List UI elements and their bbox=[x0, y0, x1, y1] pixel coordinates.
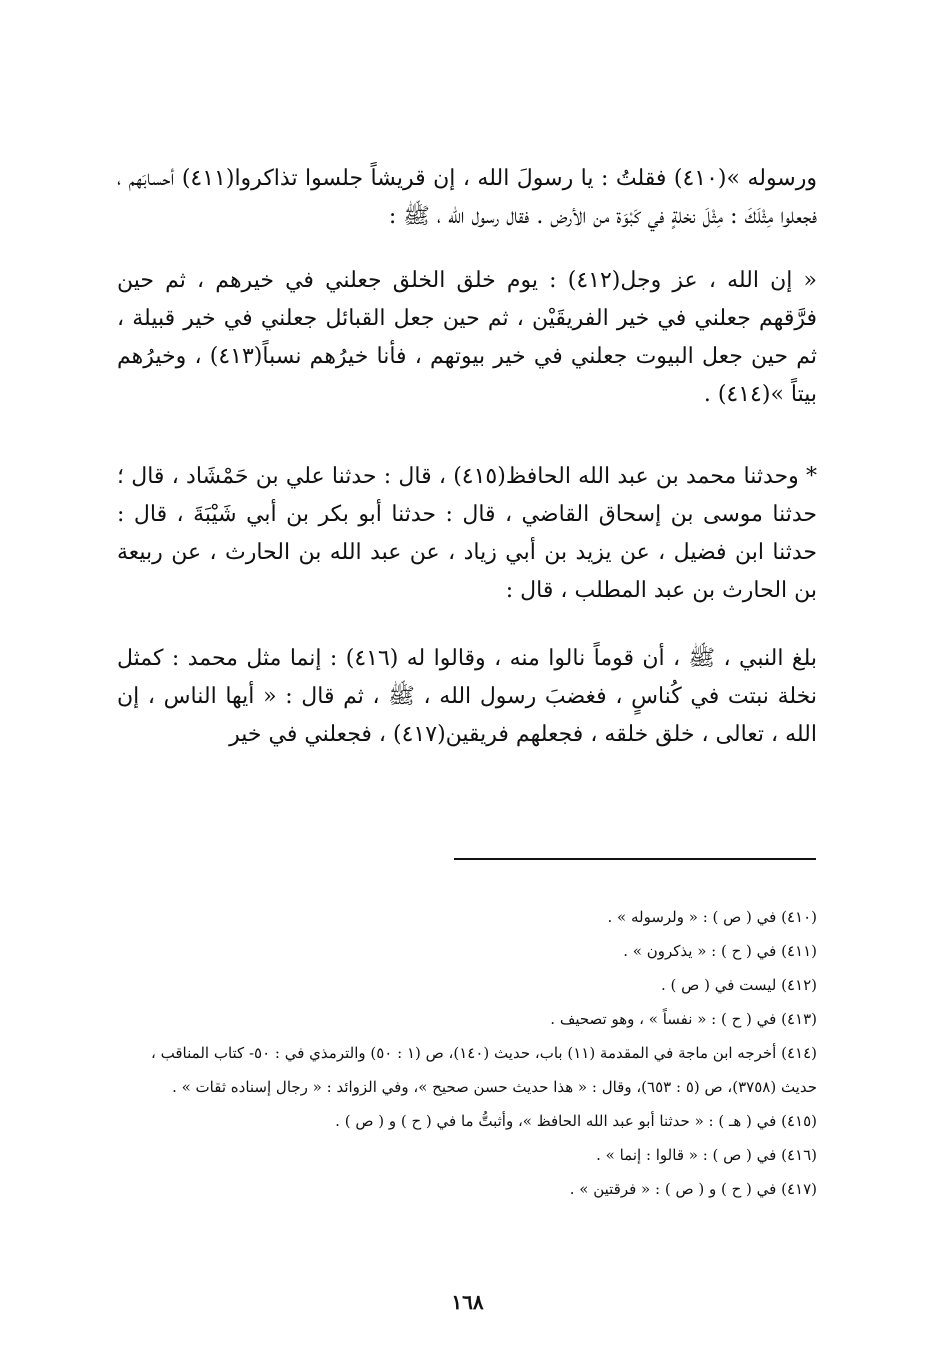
footnote-411: (٤١١) في ( ح ) : « يذكرون » . bbox=[623, 942, 817, 960]
footnote-412: (٤١٢) ليست في ( ص ) . bbox=[661, 976, 817, 994]
paragraph-4-hadith: بلغ النبي ، ﷺ ، أن قوماً نالوا منه ، وقالوا له (٤١٦) : إنما مثل محمد : كمثل نخلة نبتت في كُناسٍ ، فغضبَ رسول الله ، ﷺ ، ثم قال : « أيها الناس ، إن الله ، تعالى ، خلق خلقه ، فجعلهم فريقين(٤١٧) ، فجعلني في خير bbox=[117, 646, 817, 747]
footnote-410: (٤١٠) في ( ص ) : « ولرسوله » . bbox=[607, 908, 817, 926]
footnote-413: (٤١٣) في ( ح ) : « نفساً » ، وهو تصحيف . bbox=[550, 1010, 817, 1028]
paragraph-3-isnad: * وحدثنا محمد بن عبد الله الحافظ(٤١٥) ، قال : حدثنا علي بن حَمْشَاد ، قال ؛ حدثنا موسى بن إسحاق القاضي ، قال : حدثنا أبو بكر بن أبي شَيْبَةَ ، قال : حدثنا ابن فضيل ، عن يزيد بن أبي زياد ، عن عبد الله بن الحارث ، عن ربيعة بن الحارث بن عبد المطلب ، قال : bbox=[117, 464, 818, 603]
footnote-417: (٤١٧) في ( ح ) و ( ص ) : « فرقتين » . bbox=[569, 1180, 817, 1198]
main-text bbox=[117, 160, 817, 754]
page-number: ١٦٨ bbox=[451, 1290, 484, 1314]
footnote-414: (٤١٤) أخرجه ابن ماجة في المقدمة (١١) باب، حديث (١٤٠)، ص (١ : ٥٠) والترمذي في : ٥٠- كتاب المناقب ، حديث (٣٧٥٨)، ص (٥ : ٦٥٣)، وقال : « هذا حديث حسن صحيح »، وفي الزوائد : « رجال إسناده ثقات » . bbox=[151, 1044, 817, 1096]
footnote-separator bbox=[454, 858, 816, 860]
paragraph-1: ورسوله »(٤١٠) فقلتُ : يا رسولَ الله ، إن قريشاً جلسوا تذاكروا(٤١١) أحسابَهم ، فجعلوا مِثْلَكَ : مِثْلَ نخلةٍ في كَبْوَة من الأرض . فقال رسول الله ، ﷺ : bbox=[117, 166, 817, 229]
paragraph-2-hadith-quote: « إن الله ، عز وجل(٤١٢) : يوم خلق الخلق جعلني في خيرهم ، ثم حين فرَّقهم جعلني في خير الفريقَيْن ، ثم حين جعل القبائل جعلني في خير قبيلة ، ثم حين جعل البيوت جعلني في خير بيوتهم ، فأنا خيرُهم نسباً(٤١٣) ، وخيرُهم بيتاً »(٤١٤) . bbox=[117, 268, 818, 407]
footnote-415: (٤١٥) في ( هـ ) : « حدثنا أبو عبد الله الحافظ »، وأثبتُّ ما في ( ح ) و ( ص ) . bbox=[335, 1112, 817, 1130]
footnotes-list bbox=[112, 900, 817, 1206]
footnote-416: (٤١٦) في ( ص ) : « قالوا : إنما » . bbox=[596, 1146, 817, 1164]
